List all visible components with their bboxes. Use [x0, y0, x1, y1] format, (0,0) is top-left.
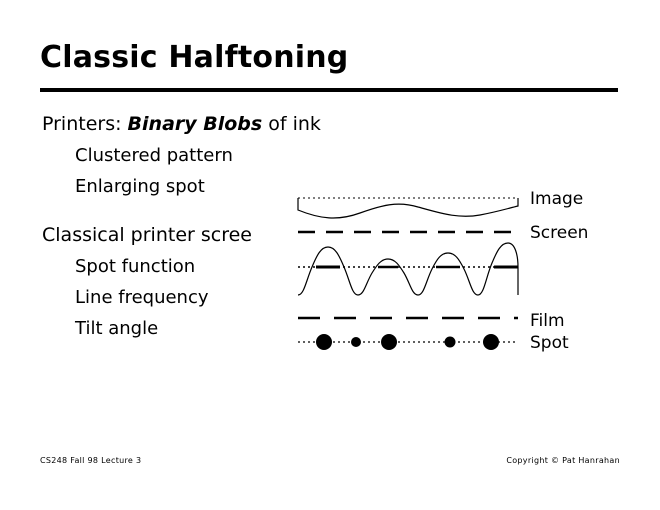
figure-label-film: Film — [530, 311, 565, 331]
bullet-item-classical-printer-screen: Classical printer scree — [42, 224, 252, 246]
bullet-item-tilt-angle: Tilt angle — [75, 318, 159, 339]
footer-copyright: Copyright © Pat Hanrahan — [506, 456, 620, 465]
bullet-text-after: of ink — [262, 113, 321, 135]
bullet-item-enlarging-spot: Enlarging spot — [75, 176, 205, 197]
spot-dot-3 — [381, 334, 397, 350]
figure-label-screen: Screen — [530, 223, 589, 243]
figure-label-spot: Spot — [530, 333, 569, 353]
spot-function-curve — [298, 243, 518, 295]
halftoning-diagram-svg — [290, 185, 630, 370]
spot-dot-4 — [445, 337, 456, 348]
bullet-emphasis: Binary Blobs — [127, 113, 263, 135]
bullet-item-clustered-pattern: Clustered pattern — [75, 145, 233, 166]
page-title: Classic Halftoning — [40, 40, 349, 75]
title-divider — [40, 88, 618, 92]
bullet-item-printers — [42, 115, 342, 134]
bullet-item-line-frequency: Line frequency — [75, 287, 209, 308]
halftoning-diagram — [290, 185, 630, 370]
spot-dot-5 — [483, 334, 499, 350]
bullet-text-before: Printers: — [42, 113, 128, 135]
footer-course-info: CS248 Fall 98 Lecture 3 — [40, 456, 142, 465]
figure-label-image: Image — [530, 189, 584, 209]
image-signal-curve — [298, 198, 518, 218]
spot-dot-1 — [316, 334, 332, 350]
spot-dot-2 — [351, 337, 361, 347]
bullet-item-spot-function: Spot function — [75, 256, 196, 277]
